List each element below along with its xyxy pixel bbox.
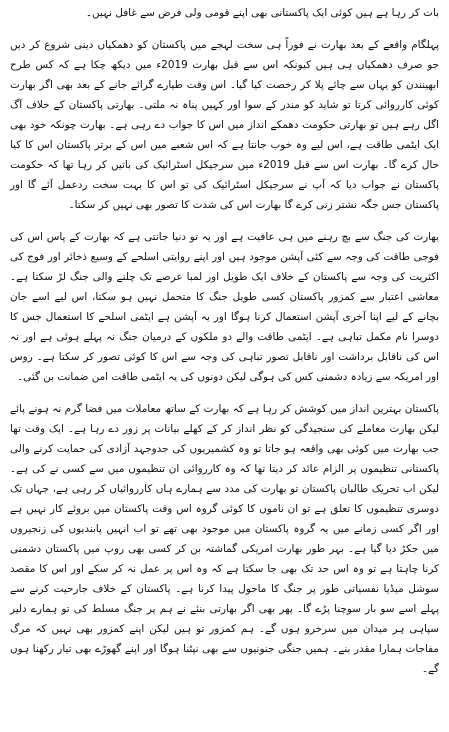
article-paragraph-4: پاکستان بہترین انداز میں کوشش کر رہا ہے کہ بھارت کے ساتھ معاملات میں فضا گرم نہ ہونے پائے لیکن بھارت معاملے کی سنجیدگی کو نظر انداز کر کے کھلے بیانات پر زور دے رہا ہے۔ ایک وقت تھا جب بھارت میں کوئی بھی واقعہ ہو جاتا تو وہ کشمیریوں کی جدوجہد آزادی کی حمایت کرنے والی پاکستانی تنظیموں پر الزام عائد کر دیتا تھا کہ وہ کارروائی ان تنظیموں میں سے کسی نے کی ہے۔ لیکن اب تحریک طالبان پاکستان تو بھارت کی مدد سے ہمارے ہاں کارروائیاں کر رہی ہے، جہاں تک دوسری تنظیموں کا تعلق ہے تو ان ناموں کا کوئی گروہ اس وقت پاکستان میں بروئے کار نہیں ہے اور اگر کسی زمانے میں یہ گروہ پاکستان میں موجود بھی تھے تو اب انہیں پابندیوں کی زنجیروں میں جکڑ دیا گیا ہے۔ بہر طور بھارت امریکی گماشتہ بن کر کسی بھی روپ میں پاکستان دشمنی کرنا چاہتا ہے تو وہ اس حد تک بھی جا سکتا ہے کہ وہ اس پر عمل نہ کر سکے اور اس کا مقصد سوشل میڈیا نفسیاتی طور پر جنگ کا ماحول پیدا کرنا ہے۔ پاکستان کے خلاف جارحیت کرنے سے پہلے اسے سو بار سوچنا پڑے گا۔ پھر بھی اگر بھارتی بنئے نے ہم پر جنگ مسلط کی تو ہمارے دلیر سپاہی ہر میدان میں سرخرو ہوں گے۔ ہم کمزور تو ہیں لیکن اپنے کمزور بھی نہیں کہ مرگ مفاجات ہمارا مقدر بنے۔ ہمیں جنگی جنونیوں سے بھی نپٹنا ہوگا اور اپنے گھوڑے بھی تیار رکھنا ہوں گے۔: [10, 403, 439, 675]
article-paragraph-3: بھارت کی جنگ سے بچ رہنے میں ہی عافیت ہے اور یہ تو دنیا جانتی ہے کہ بھارت کے پاس اس کی فوجی طاقت کی وجہ سے کئی آپشن موجود ہیں اور اپنے روایتی اسلحے کے وسیع ذخائر اور فوج کی اکثریت کی وجہ سے پاکستان کے خلاف ایک طویل اور لمبا عرصے تک چلنے والی جنگ لڑ سکتا ہے۔ معاشی اعتبار سے کمزور پاکستان کسی طویل جنگ کا متحمل نہیں ہو سکتا، اس لیے اسے جان بچانے کے لیے اپنا آخری آپشن استعمال کرنا ہوگا اور یہ آپشن ہے ایٹمی اسلحے کا استعمال جس کا دوسرا نام مکمل تباہی ہے۔ ایٹمی طاقت والے دو ملکوں کے درمیان جنگ نہ پہلے ہوئی ہے اور نہ اس کی ناقابل برداشت اور ناقابل تصور تباہی کی وجہ سے اس کا کوئی تصور کر سکتا ہے۔ روس اور امریکہ سے زیادہ دشمنی کس کی ہوگی لیکن دونوں کی یہ ایٹمی طاقت امن ضمانت بن گئی۔: [10, 231, 439, 383]
article-paragraph-1: بات کر رہا ہے ہیں کوئی ایک پاکستانی بھی اپنے قومی ولی فرض سے غافل نہیں۔: [85, 7, 439, 19]
article-paragraph-2: پہلگام واقعے کے بعد بھارت نے فوراً ہی سخت لہجے میں پاکستان کو دھمکیاں دینی شروع کر دیں جو صرف دھمکیاں ہی ہیں کیونکہ اس سے قبل بھارت 2019ء میں دیکھ چکا ہے کہ کس طرح ابھینندن کو یہاں سے چائے پلا کر رخصت کیا گیا۔ اس وقت طیارے گرائے جانے کے بعد بھی اگر بھارت کوئی کارروائی کرتا تو شاید کو مندر کے سوا اور کہیں پناہ نہ ملتی۔ بھارتی پاکستان کے خلاف آگ اگل رہے ہیں تو بھارتی حکومت دھمکے انداز میں اس کا جواب دے رہی ہے۔ بھارت چونکہ خود بھی ایک ایٹمی طاقت ہے، اس لیے وہ خوب جانتا ہے کہ اس شعبے میں اس کے برتر پاکستان اس کا کیا حال کرے گا۔ بھارت اس سے قبل 2019ء میں سرجیکل اسٹرائیک کی باتیں کر رہا تھا کہ حکومت پاکستان نے جواب دیا کہ آپ نے سرجیکل اسٹرائیک کی تو اس کا بہت سخت ردعمل آئے گا اور پاکستان جس جگہ نشتر زنی کرے گا بھارت اس کی شدت کا تصور بھی نہیں کر سکتا۔: [10, 39, 440, 211]
